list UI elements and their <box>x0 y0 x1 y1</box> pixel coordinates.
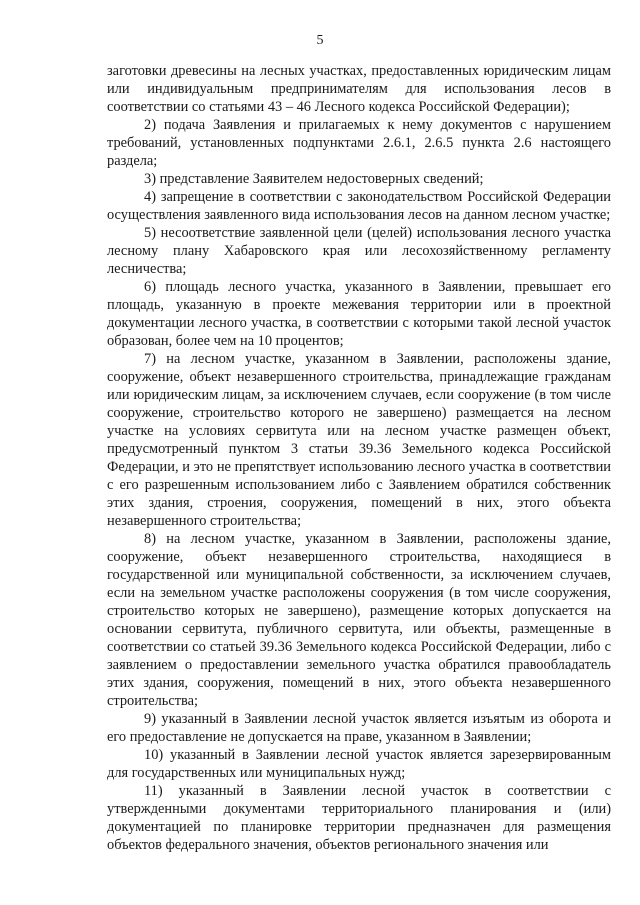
paragraph-item-8: 8) на лесном участке, указанном в Заявлении, расположены здание, сооружение, объект незавершенного строительства, находящиеся в государственной или муниципальной собственности, за исключением случаев, если на земельном участке расположены сооружения (в том числе сооружения, строительство которых не завершено), размещение которых допускается на основании сервитута, публичного сервитута, или объекты, размещенные в соответствии со статьей 39.36 Земельного кодекса Российской Федерации, либо с заявлением о предоставлении земельного участка обратился правообладатель этих здания, сооружения, помещений в них, этого объекта незавершенного строительства; <box>107 531 611 709</box>
page-number: 5 <box>316 33 324 48</box>
paragraph-item-4: 4) запрещение в соответствии с законодательством Российской Федерации осуществления заявленного вида использования лесов на данном лесном участке; <box>107 189 611 223</box>
paragraph-item-6: 6) площадь лесного участка, указанного в Заявлении, превышает его площадь, указанную в проекте межевания территории или в проектной документации лесного участка, в соответствии с которыми такой лесной участок образован, более чем на 10 процентов; <box>107 279 611 349</box>
document-body <box>107 62 611 854</box>
paragraph-item-3: 3) представление Заявителем недостоверных сведений; <box>144 171 484 187</box>
paragraph-item-10: 10) указанный в Заявлении лесной участок является зарезервированным для государственных или муниципальных нужд; <box>107 747 611 781</box>
paragraph-item-7: 7) на лесном участке, указанном в Заявлении, расположены здание, сооружение, объект незавершенного строительства, принадлежащие гражданам или юридическим лицам, за исключением случаев, если сооружение (в том числе сооружение, строительство которого не завершено) размещается на лесном участке на условиях сервитута или на лесном участке размещен объект, предусмотренный пунктом 3 статьи 39.36 Земельного кодекса Российской Федерации, и это не препятствует использованию лесного участка в соответствии с его разрешенным использованием либо с Заявлением обратился собственник этих здания, строения, сооружения, помещений в них, этого объекта незавершенного строительства; <box>107 351 611 529</box>
paragraph-item-5: 5) несоответствие заявленной цели (целей) использования лесного участка лесному плану Хабаровского края или лесохозяйственному регламенту лесничества; <box>107 225 611 277</box>
paragraph-item-11: 11) указанный в Заявлении лесной участок в соответствии с утвержденными документами территориального планирования и (или) документацией по планировке территории предназначен для размещения объектов федерального значения, объектов регионального значения или <box>107 783 611 853</box>
paragraph-item-9: 9) указанный в Заявлении лесной участок является изъятым из оборота и его предоставление не допускается на праве, указанном в Заявлении; <box>107 711 611 745</box>
paragraph-continuation: заготовки древесины на лесных участках, предоставленных юридическим лицам или индивидуальным предпринимателям для использования лесов в соответствии со статьями 43 – 46 Лесного кодекса Российской Федерации); <box>107 63 611 115</box>
paragraph-item-2: 2) подача Заявления и прилагаемых к нему документов с нарушением требований, установленных подпунктами 2.6.1, 2.6.5 пункта 2.6 настоящего раздела; <box>107 117 611 169</box>
